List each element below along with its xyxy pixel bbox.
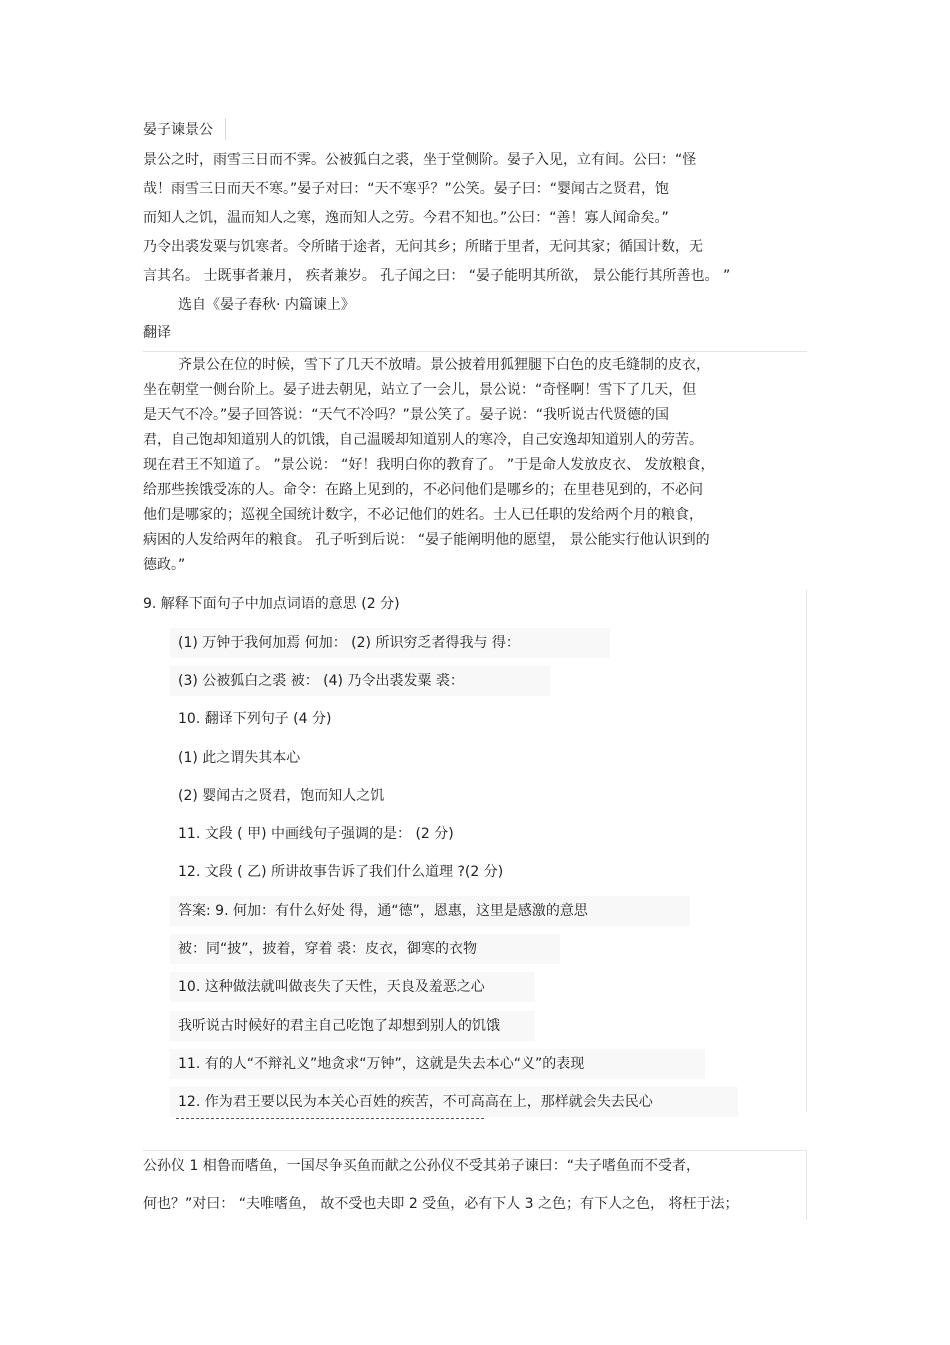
question-10-item-1: (1) 此之谓失其本心 <box>178 750 301 766</box>
translation-line: 给那些挨饿受冻的人。命令：在路上见到的，不必问他们是哪乡的；在里巷见到的，不必问 <box>143 482 703 498</box>
translation-line: 他们是哪家的；巡视全国统计数字，不必记他们的姓名。士人已任职的发给两个月的粮食， <box>143 507 703 523</box>
original-line: 哉！雨雪三日而天不寒。”晏子对曰：“天不寒乎？”公笑。晏子曰：“婴闻古之贤君，饱 <box>143 181 670 197</box>
question-10-item-2: (2) 婴闻古之贤君，饱而知人之饥 <box>178 788 385 804</box>
translation-line: 现在君王不知道了。 ”景公说： “好！我明白你的教育了。 ”于是命人发放皮衣、 发放粮食， <box>143 457 715 473</box>
original-line: 乃令出裘发粟与饥寒者。令所睹于途者，无问其乡；所睹于里者，无问其家；循国计数，无 <box>143 239 703 255</box>
question-12: 12. 文段 ( 乙) 所讲故事告诉了我们什么道理 ?(2 分) <box>178 864 504 880</box>
title-divider <box>225 118 226 140</box>
translation-line: 齐景公在位的时候，雪下了几天不放晴。景公披着用狐狸腿下白色的皮毛缝制的皮衣， <box>178 357 710 373</box>
dashed-separator <box>176 1118 484 1119</box>
answer-line: 10. 这种做法就叫做丧失了天性，天良及羞恶之心 <box>178 979 485 995</box>
question-11: 11. 文段 ( 甲) 中画线句子强调的是： (2 分) <box>178 826 454 842</box>
answer-line: 12. 作为君王要以民为本关心百姓的疾苦，不可高高在上，那样就会失去民心 <box>178 1094 653 1110</box>
question-10: 10. 翻译下列句子 (4 分) <box>178 711 332 727</box>
translation-line: 坐在朝堂一侧台阶上。晏子进去朝见，站立了一会儿，景公说：“奇怪啊！雪下了几天，但 <box>143 382 697 398</box>
question-9-items-b: (3) 公被狐白之裘 被： (4) 乃令出裘发粟 裘： <box>178 673 464 689</box>
next-passage-rule <box>143 1150 807 1151</box>
answer-line: 被：同“披”，披着，穿着 裘：皮衣，御寒的衣物 <box>178 941 477 957</box>
passage-title: 晏子谏景公 <box>143 122 213 138</box>
translation-line: 病困的人发给两年的粮食。 孔子听到后说： “晏子能阐明他的愿望， 景公能实行他认识到的 <box>143 532 710 548</box>
questions-border <box>806 590 807 1112</box>
original-line: 言其名。 士既事者兼月， 疾者兼岁。 孔子闻之曰： “晏子能明其所欲， 景公能行其所善也。 ” <box>143 268 731 284</box>
translation-line: 德政。” <box>143 557 186 573</box>
question-9-items-a: (1) 万钟于我何加焉 何加： (2) 所识穷乏者得我与 得： <box>178 635 520 651</box>
source-citation: 选自《晏子春秋· 内篇谏上》 <box>178 297 355 313</box>
next-passage-line: 公孙仪 1 相鲁而嗜鱼，一国尽争买鱼而献之公孙仪不受其弟子谏曰：“夫子嗜鱼而不受者， <box>143 1158 701 1174</box>
translation-heading: 翻译 <box>143 325 171 341</box>
translation-line: 是天气不冷。”晏子回答说：“天气不冷吗？”景公笑了。晏子说：“我听说古代贤德的国 <box>143 407 670 423</box>
answer-line: 11. 有的人“不辩礼义”地贪求“万钟”，这就是失去本心“义”的表现 <box>178 1056 585 1072</box>
section-divider <box>143 351 807 352</box>
translation-line: 君，自己饱却知道别人的饥饿，自己温暖却知道别人的寒冷，自己安逸却知道别人的劳苦。 <box>143 432 703 448</box>
original-line: 而知人之饥，温而知人之寒，逸而知人之劳。今君不知也。”公曰：“善！寡人闻命矣。” <box>143 210 669 226</box>
question-9: 9. 解释下面句子中加点词语的意思 (2 分) <box>143 596 400 612</box>
next-passage-border <box>806 1150 807 1220</box>
next-passage-line: 何也？”对曰： “夫唯嗜鱼， 故不受也夫即 2 受鱼，必有下人 3 之色；有下人之色， 将枉于法； <box>143 1196 739 1212</box>
answer-line: 我听说古时候好的君主自己吃饱了却想到别人的饥饿 <box>178 1018 500 1034</box>
original-line: 景公之时，雨雪三日而不霁。公被狐白之裘，坐于堂侧阶。晏子入见，立有间。公曰：“怪 <box>143 152 697 168</box>
answer-line: 答案: 9. 何加：有什么好处 得，通“德”，恩惠，这里是感激的意思 <box>178 903 588 919</box>
